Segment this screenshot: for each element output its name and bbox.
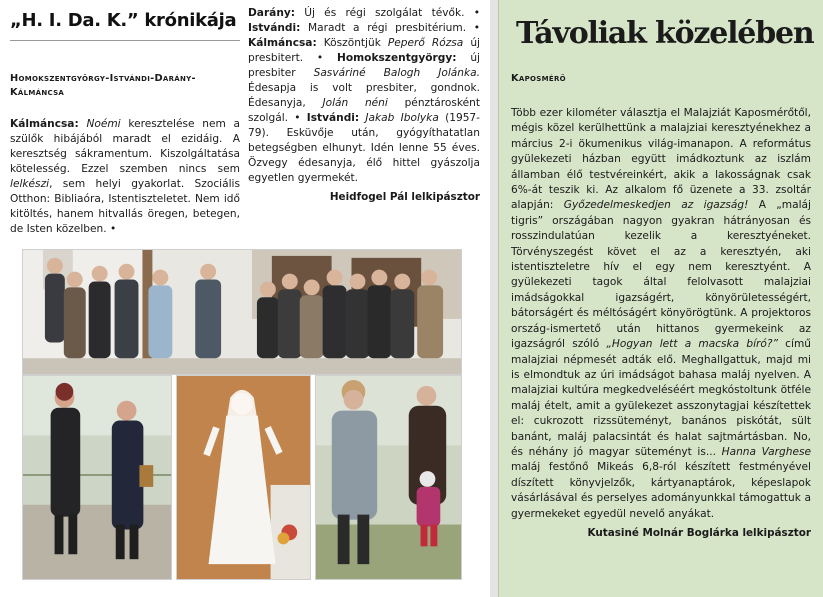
person-name: Hanna Varghese — [721, 445, 812, 458]
title-rule — [10, 40, 240, 41]
body-text: új presbiter — [248, 52, 480, 79]
place-label: Darány: — [248, 7, 295, 19]
group-photo-image — [23, 250, 461, 374]
body-text: , sem helyi gyakorlat. Szociális Otthon: Bibliaóra, Istentiszteletet. Nem idő kitöltés, hanem hitvallás öregen, betegen, de Isten közelben. • — [10, 178, 240, 235]
bride-photo — [176, 375, 311, 580]
two-women-photo — [22, 375, 172, 580]
body-text: keresztelése nem a szülők hibájából maradt el ezidáig. A keresztség sákramentum. Kiszolgáltatása kötelesség. Ezzel szemben nincs sem — [10, 118, 241, 175]
article-signature: Kutasiné Molnár Boglárka lelkipásztor — [587, 526, 811, 539]
chronicle-signature: Heidfogel Pál lelkipásztor — [329, 191, 480, 203]
body-text: Édesapja is volt presbiter, gondnok. Édesanyja, — [248, 82, 480, 109]
person-name: Jakab Ibolyka — [365, 112, 439, 124]
bride-photo-image — [177, 376, 310, 579]
body-text: új presbitert. • — [248, 37, 480, 64]
quote-text: „Hogyan lett a macska bíró?” — [606, 338, 778, 351]
chronicle-column-2 — [248, 6, 480, 205]
chronicle-title: „H. I. Da. K.” krónikája — [10, 10, 237, 31]
place-label: Homokszentgyörgy: — [337, 52, 457, 64]
place-label: Istvándi: — [306, 112, 360, 124]
page-gutter — [490, 0, 498, 597]
person-name: Noémi — [86, 118, 121, 130]
body-text: Új és régi szolgálat tévők. • — [295, 7, 480, 19]
body-text: A „maláj tigris” országában nagyon gyakran hátrányosan és rosszindulatúan kezelik a keresztyéneket. Törvényszegést követ el az a keresztyén, aki istentiszteletre hív el egy nem keresztyént. A gyülekezeti tagok által felolvasott malajziai imádságokkal igazságért, könyörületességért, bátorságért és méltóságért könyörögtünk. A projektoros ország-ismertető után hittanos gyermekeink az igazságról szóló — [511, 199, 811, 351]
place-label: Kálmáncsa: — [248, 37, 317, 49]
body-text: (1957-79). Esküvője után, gyógyíthatatlan betegségben elhunyt. Idén lenne 55 éves. Özvegy édesanyja, élő hittel gyászolja egyetlen gyermekét. — [248, 112, 480, 184]
body-text: című malajziai népmesét adták elő. Meghallgattuk, majd mi is elmondtuk az úri imádságot bahasa maláj nyelven. A malajziai kultúra megkedveléséért megkóstoltunk ötféle maláj ételt, amit a gyülekezet asszonytagjai készítettek el: cukrozott rizssüteményt, banános piskótát, sült banánt, maláj palacsintát és halat sajtmártásban. No, és néhány jó magyar süteményt is... — [511, 338, 811, 458]
article-body — [511, 72, 811, 541]
group-photo — [22, 249, 462, 375]
place-label: Istvándi: — [248, 22, 301, 34]
emphasis-text: lelkészi — [10, 178, 50, 190]
person-name: Sasváriné Balogh Jolánka. — [313, 67, 480, 79]
chronicle-column-1 — [10, 72, 240, 237]
article-title: Távoliak közelében — [516, 16, 814, 51]
body-text: Több ezer kilométer választja el Malajziát Kaposmérőtől, mégis közel kerülhettünk a malajziai keresztyénekhez a március 2-i ökumenikus világ-imanapon. A református gyülekezeti házban együtt imádkoztunk az iszlám államban élő testvéreinkért, akik a lakosságnak csak 6%-át teszik ki. Az alkalom fő üzenete a 33. zsoltár alapján: — [511, 107, 811, 212]
person-name: Jolán néni — [322, 97, 388, 109]
place-label: Kálmáncsa: — [10, 118, 79, 130]
article-kicker: Kaposmérő — [511, 73, 566, 84]
body-text: Maradt a régi presbitérium. • — [300, 22, 480, 34]
grandmother-and-child-photo — [315, 375, 462, 580]
body-text: maláj festőnő Mikeás 6,8-ról készített festményével díszített könyvjelzők, kártyanaptárok, képeslapok vásárlásával és perselyes adományunkkal támogattuk a gyermekeket egyedül nevelő anyákat. — [511, 461, 811, 520]
grandmother-and-child-photo-image — [316, 376, 461, 579]
chronicle-kicker: Homokszentgyörgy-Istvándi-Darány-Kálmáncsa — [10, 73, 196, 98]
two-women-photo-image — [23, 376, 171, 579]
person-name: Peperő Rózsa — [387, 37, 464, 49]
body-text: pénztárosként szolgál. • — [248, 97, 480, 124]
body-text: Köszöntjük — [316, 37, 388, 49]
quote-text: Győzedelmeskedjen az igazság! — [563, 199, 749, 212]
